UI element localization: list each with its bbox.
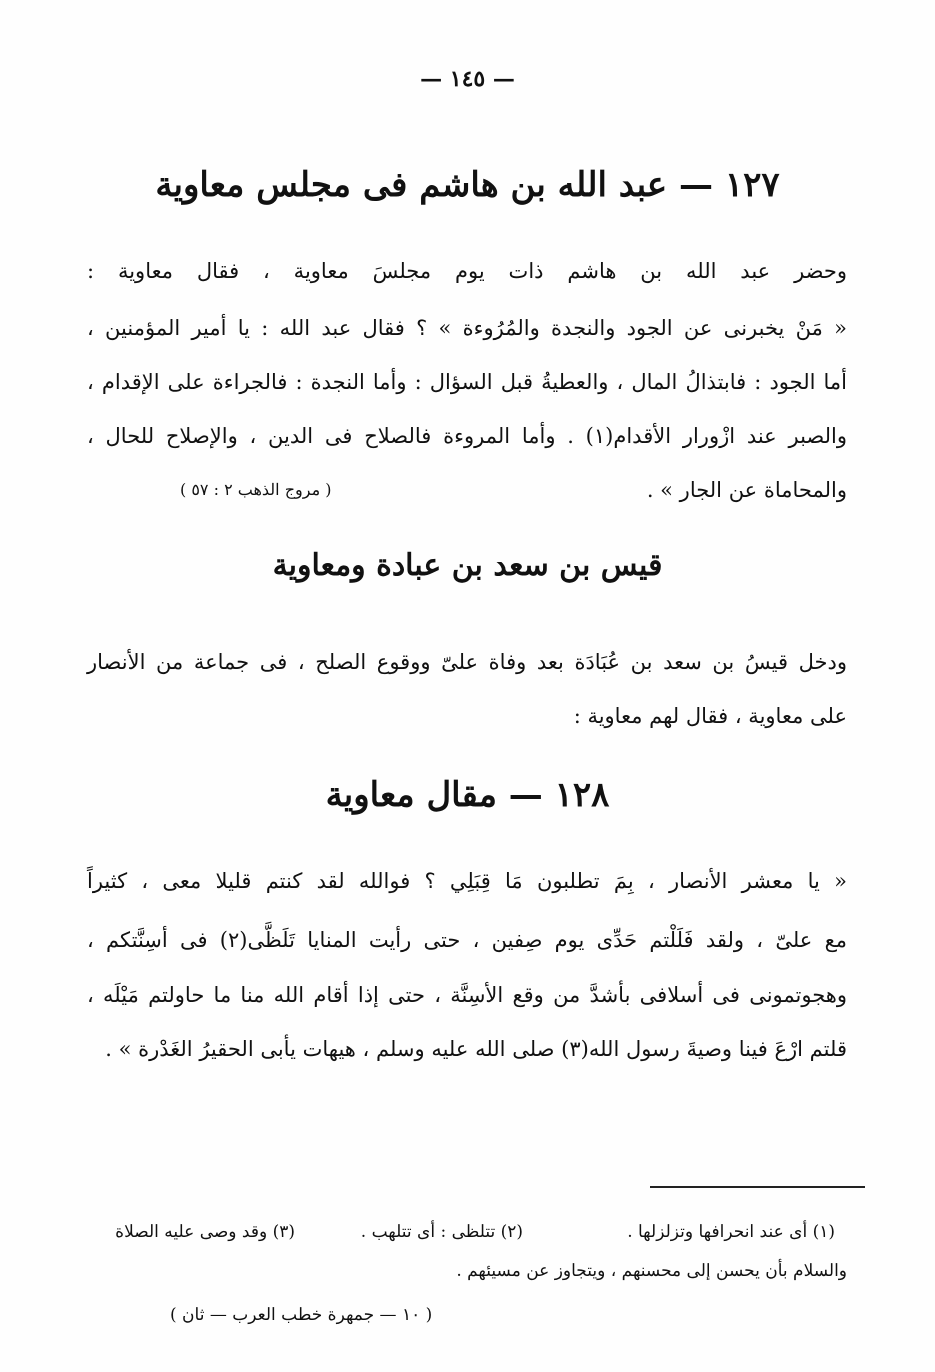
- footnote-divider: [650, 1186, 865, 1188]
- source-citation: ( مروج الذهب ٢ : ٥٧ ): [180, 480, 332, 499]
- section-heading-127: ١٢٧ — عبد الله بن هاشم فى مجلس معاوية: [155, 165, 780, 205]
- page-signature: ( ١٠ — جمهرة خطب العرب — ثان ): [170, 1305, 433, 1325]
- footnote-3: (٣) وقد وصى عليه الصلاة: [115, 1222, 295, 1242]
- paragraph-line: وهجوتمونى فى أسلافى بأشدَّ من وقع الأسِنَّة ، حتى إذا أقام الله منا ما حاولتم مَيْلَه ،: [87, 983, 847, 1007]
- paragraph-line: « يا معشر الأنصار ، بِمَ تطلبون مَا قِبَلِي ؟ فوالله لقد كنتم قليلا معى ، كثيراً: [87, 869, 847, 893]
- paragraph-line: وحضر عبد الله بن هاشم ذات يوم مجلسَ معاوية ، فقال معاوية :: [87, 259, 847, 283]
- paragraph-line: ودخل قيسُ بن سعد بن عُبَادَة بعد وفاة علىّ ووقوع الصلح ، فى جماعة من الأنصار: [87, 650, 847, 674]
- paragraph-line: والصبر عند ازْورار الأقدام(١) . وأما المروءة فالصلاح فى الدين ، والإصلاح للحال ،: [87, 424, 847, 448]
- paragraph-line: أما الجود : فابتذالُ المال ، والعطيةُ قبل السؤال : وأما النجدة : فالجراءة على الإقدام ،: [87, 370, 847, 394]
- page-number: — ١٤٥ —: [420, 66, 515, 92]
- footnote-2: (٢) تتلظى : أى تتلهب .: [360, 1222, 523, 1242]
- paragraph-line: قلتم ارْعَ فينا وصيةَ رسول الله(٣) صلى الله عليه وسلم ، هيهات يأبى الحقيرُ الغَدْرة » .: [105, 1037, 847, 1061]
- footnote-1: (١) أى عند انحرافها وتزلزلها .: [627, 1222, 835, 1242]
- paragraph-line: مع علىّ ، ولقد فَلَلْتم حَدِّى يوم صِفين ، حتى رأيت المنايا تَلَظَّى(٢) فى أسِنَّتكم ،: [87, 928, 847, 952]
- section-heading-qais: قيس بن سعد بن عبادة ومعاوية: [272, 548, 663, 583]
- paragraph-line: « مَنْ يخبرنى عن الجود والنجدة والمُرُوءة » ؟ فقال عبد الله : يا أمير المؤمنين ،: [87, 316, 847, 340]
- paragraph-line: على معاوية ، فقال لهم معاوية :: [573, 704, 847, 728]
- section-heading-128: ١٢٨ — مقال معاوية: [325, 775, 610, 815]
- footnote-3-continued: والسلام بأن يحسن إلى محسنهم ، ويتجاوز عن مسيئهم .: [456, 1261, 847, 1281]
- paragraph-line: والمحاماة عن الجار » .: [646, 478, 847, 502]
